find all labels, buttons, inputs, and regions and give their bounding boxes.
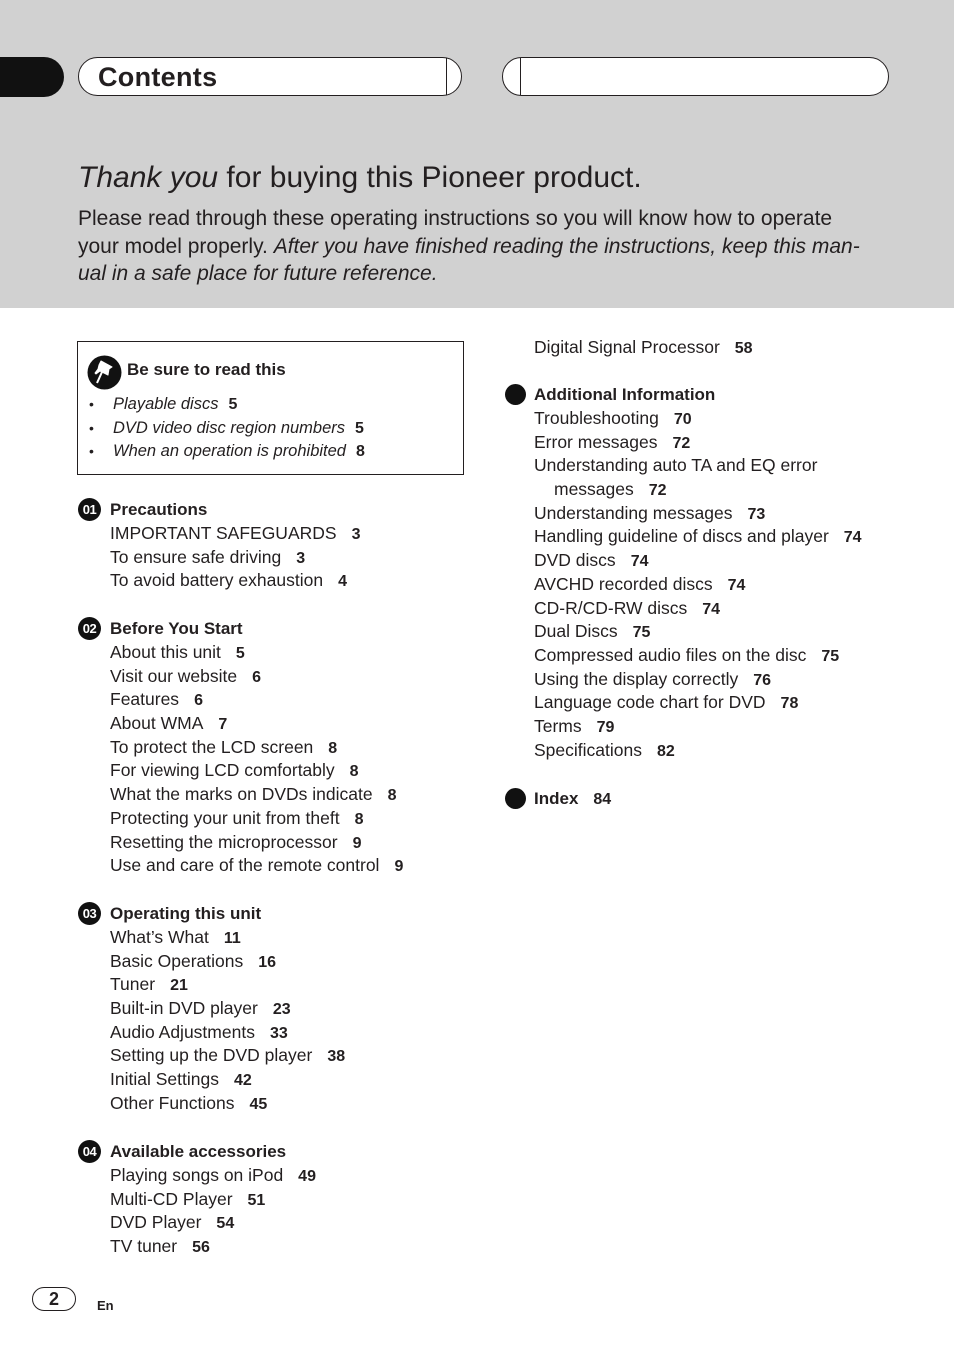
page-ref: 73 (747, 505, 766, 523)
page-ref: 9 (352, 834, 362, 852)
toc-entry[interactable] (534, 668, 862, 692)
page-ref: 74 (727, 576, 746, 594)
page-ref: 21 (170, 977, 188, 995)
page-ref: 4 (338, 573, 347, 591)
toc-entry[interactable] (110, 1044, 345, 1068)
page-ref: 42 (233, 1072, 252, 1090)
entry-text: Error messages (534, 431, 658, 452)
toc-section (78, 902, 345, 1116)
toc-entry[interactable] (110, 926, 345, 950)
item-text: Playable discs (113, 395, 219, 413)
toc-entry[interactable] (110, 641, 403, 665)
toc-entry[interactable] (110, 688, 403, 712)
section-title[interactable]: Additional Information (534, 385, 716, 404)
page-ref: 70 (673, 411, 692, 428)
toc-entry[interactable] (110, 807, 403, 831)
thank-you-italic: Thank you (78, 161, 219, 194)
toc-entry[interactable] (534, 644, 862, 668)
section-title[interactable]: Before You Start (110, 619, 243, 638)
page-ref: 11 (223, 930, 241, 947)
intro-line (78, 260, 908, 288)
entry-text: Specifications (534, 739, 642, 760)
entry-text: Terms (534, 715, 582, 736)
entry-text: Language code chart for DVD (534, 692, 766, 713)
entry-text: DVD Player (110, 1212, 202, 1233)
page-ref: 3 (296, 549, 306, 567)
intro-text: your model properly. (78, 234, 274, 258)
toc-entry[interactable] (110, 759, 403, 783)
page-ref: 5 (228, 396, 238, 413)
entry-text: About this unit (110, 642, 221, 662)
intro-italic: ual in a safe place for future reference. (78, 262, 438, 285)
toc-entry[interactable] (110, 1211, 316, 1235)
page-ref: 84 (593, 791, 612, 808)
toc-entry[interactable] (110, 950, 345, 974)
toc-entry[interactable] (110, 522, 360, 546)
entry-text: Built-in DVD player (110, 998, 258, 1019)
entry-text: For viewing LCD comfortably (110, 760, 335, 781)
bullet-icon: • (89, 443, 94, 460)
intro-line (78, 233, 908, 261)
toc-entry[interactable] (110, 1164, 316, 1188)
section-items (78, 522, 360, 593)
page-ref: 74 (843, 529, 862, 547)
entry-text: To avoid battery exhaustion (110, 570, 324, 591)
intro-italic: After you have finished reading the instructions, keep this man- (273, 234, 860, 258)
entry-text: Understanding messages (534, 502, 733, 523)
toc-entry[interactable] (534, 502, 862, 526)
page-ref: 56 (192, 1239, 210, 1257)
toc-section (78, 617, 403, 878)
toc-entry[interactable] (534, 573, 862, 597)
toc-section-continued (502, 336, 753, 360)
toc-entry[interactable] (110, 1068, 345, 1092)
toc-entry[interactable] (110, 1188, 316, 1212)
entry-text: Setting up the DVD player (110, 1045, 313, 1066)
toc-entry[interactable] (110, 831, 403, 855)
page-number-badge: 2 (32, 1287, 76, 1311)
section-number-badge: 03 (78, 902, 101, 925)
section-heading (78, 617, 403, 641)
entry-text: Compressed audio files on the disc (534, 644, 807, 665)
toc-entry[interactable] (110, 1235, 316, 1259)
toc-section (78, 1140, 316, 1259)
page-ref: 49 (298, 1168, 316, 1185)
page-ref: 74 (630, 553, 649, 571)
section-items (78, 1164, 316, 1259)
section-number-badge: 04 (78, 1140, 101, 1163)
toc-entry[interactable] (110, 736, 403, 760)
entry-text: Use and care of the remote control (110, 855, 380, 876)
page-ref: 58 (734, 340, 753, 357)
entry-text: What’s What (110, 927, 209, 947)
section-dot-icon (505, 384, 526, 405)
page-ref: 75 (632, 624, 651, 642)
read-box-title: Be sure to read this (127, 360, 286, 379)
section-dot-icon (505, 788, 526, 809)
page-ref: 5 (355, 419, 364, 437)
toc-entry[interactable] (110, 546, 360, 570)
page-ref: 16 (258, 953, 277, 971)
section-title[interactable] (534, 787, 611, 812)
read-box-item[interactable] (89, 393, 365, 417)
toc-entry[interactable] (534, 691, 862, 715)
page-ref: 82 (656, 742, 675, 760)
toc-entry[interactable] (534, 525, 862, 549)
entry-text: Troubleshooting (534, 408, 659, 428)
toc-entry[interactable] (110, 1092, 345, 1116)
blank-header-pill (502, 57, 889, 96)
page-ref: 72 (648, 482, 667, 500)
toc-section (78, 498, 360, 593)
entry-text: Handling guideline of discs and player (534, 526, 829, 547)
entry-text: Digital Signal Processor (534, 337, 720, 357)
page-ref: 45 (249, 1095, 268, 1113)
section-heading (505, 383, 862, 407)
page-ref: 6 (252, 668, 262, 686)
page-ref: 54 (216, 1215, 235, 1233)
entry-text: AVCHD recorded discs (534, 573, 713, 594)
read-this-box (77, 341, 464, 475)
page-ref: 75 (821, 647, 840, 665)
toc-entry[interactable] (110, 854, 403, 878)
item-text: When an operation is prohibited (113, 442, 346, 461)
entry-text: Other Functions (110, 1092, 235, 1113)
entry-text: About WMA (110, 713, 204, 734)
index-title: Index (534, 789, 579, 808)
toc-entry[interactable] (110, 1021, 345, 1045)
section-heading (78, 498, 360, 522)
section-tab-marker (0, 57, 64, 97)
section-number-badge: 01 (78, 498, 101, 521)
page-ref: 7 (218, 716, 228, 734)
page-ref: 8 (355, 443, 365, 461)
entry-text: DVD discs (534, 550, 616, 571)
page-ref: 8 (354, 810, 364, 828)
entry-text: Using the display correctly (534, 668, 739, 689)
page-ref: 8 (349, 763, 359, 781)
entry-text: Basic Operations (110, 950, 244, 971)
entry-text: Features (110, 689, 180, 710)
section-items (502, 336, 753, 360)
page-ref: 8 (328, 739, 338, 757)
toc-entry[interactable] (534, 739, 862, 763)
entry-text: Understanding auto TA and EQ error (534, 455, 818, 476)
entry-text: Initial Settings (110, 1069, 219, 1090)
entry-text: CD-R/CD-RW discs (534, 597, 688, 618)
entry-text: Resetting the microprocessor (110, 831, 338, 852)
toc-entry[interactable] (110, 973, 345, 997)
read-box-item[interactable] (89, 417, 365, 441)
page-ref: 74 (702, 600, 721, 618)
language-code: En (97, 1298, 114, 1313)
toc-entry[interactable] (110, 783, 403, 807)
entry-text: Playing songs on iPod (110, 1165, 284, 1185)
section-heading (78, 902, 345, 926)
page-ref: 72 (672, 434, 691, 452)
intro-line: Please read through these operating instructions so you will know how to operate (78, 207, 833, 230)
toc-entry[interactable] (534, 549, 862, 573)
entry-text: Dual Discs (534, 621, 618, 642)
entry-text: Protecting your unit from theft (110, 807, 340, 828)
section-title[interactable]: Precautions (110, 500, 208, 519)
section-title[interactable]: Available accessories (110, 1142, 287, 1161)
page-ref: 5 (235, 645, 245, 662)
entry-text: Tuner (110, 974, 156, 995)
thank-you-heading (78, 158, 642, 198)
toc-entry[interactable] (534, 478, 862, 502)
entry-text: To protect the LCD screen (110, 736, 314, 757)
toc-entry[interactable] (110, 712, 403, 736)
page-ref: 51 (247, 1191, 266, 1209)
toc-entry[interactable] (110, 997, 345, 1021)
entry-text: To ensure safe driving (110, 546, 282, 567)
toc-entry[interactable] (534, 336, 753, 360)
page-ref: 79 (596, 718, 615, 736)
item-text: DVD video disc region numbers (113, 418, 346, 437)
entry-text: Audio Adjustments (110, 1021, 255, 1042)
toc-entry[interactable] (534, 431, 862, 455)
page-ref: 6 (194, 692, 203, 710)
page-ref: 3 (351, 526, 361, 543)
entry-text: What the marks on DVDs indicate (110, 784, 373, 805)
toc-entry[interactable] (534, 597, 862, 621)
page-ref: 33 (269, 1024, 288, 1042)
intro-paragraph (78, 205, 908, 288)
pill-divider (520, 58, 521, 95)
contents-header-pill (78, 57, 462, 96)
page-ref: 8 (387, 787, 397, 805)
page-ref: 76 (753, 671, 772, 689)
bullet-icon: • (89, 419, 94, 436)
toc-entry[interactable] (534, 715, 862, 739)
bullet-icon: • (89, 396, 94, 412)
entry-text: Multi-CD Player (110, 1188, 233, 1209)
section-title[interactable]: Operating this unit (110, 904, 262, 923)
entry-text: Visit our website (110, 665, 238, 686)
toc-section (505, 383, 862, 762)
entry-text: messages (554, 479, 634, 500)
toc-entry[interactable] (110, 569, 360, 593)
thank-you-rest: for buying this Pioneer product. (218, 161, 642, 194)
section-items (78, 926, 345, 1116)
entry-text: IMPORTANT SAFEGUARDS (110, 523, 337, 543)
pushpin-icon (87, 355, 122, 390)
section-heading (78, 1140, 316, 1164)
toc-entry[interactable] (110, 665, 403, 689)
pill-divider (446, 58, 447, 95)
page-ref: 9 (394, 858, 404, 876)
toc-entry[interactable] (534, 407, 862, 431)
section-items (505, 407, 862, 762)
section-items (78, 641, 403, 878)
page-ref: 23 (272, 1001, 291, 1019)
page-ref: 78 (780, 695, 799, 713)
toc-entry[interactable] (534, 620, 862, 644)
page-title: Contents (98, 62, 218, 92)
page-ref: 38 (327, 1048, 346, 1066)
section-number-badge: 02 (78, 617, 101, 640)
toc-entry[interactable] (534, 454, 862, 478)
entry-text: TV tuner (110, 1236, 178, 1257)
read-box-item[interactable] (89, 440, 365, 464)
read-box-list (89, 393, 365, 464)
